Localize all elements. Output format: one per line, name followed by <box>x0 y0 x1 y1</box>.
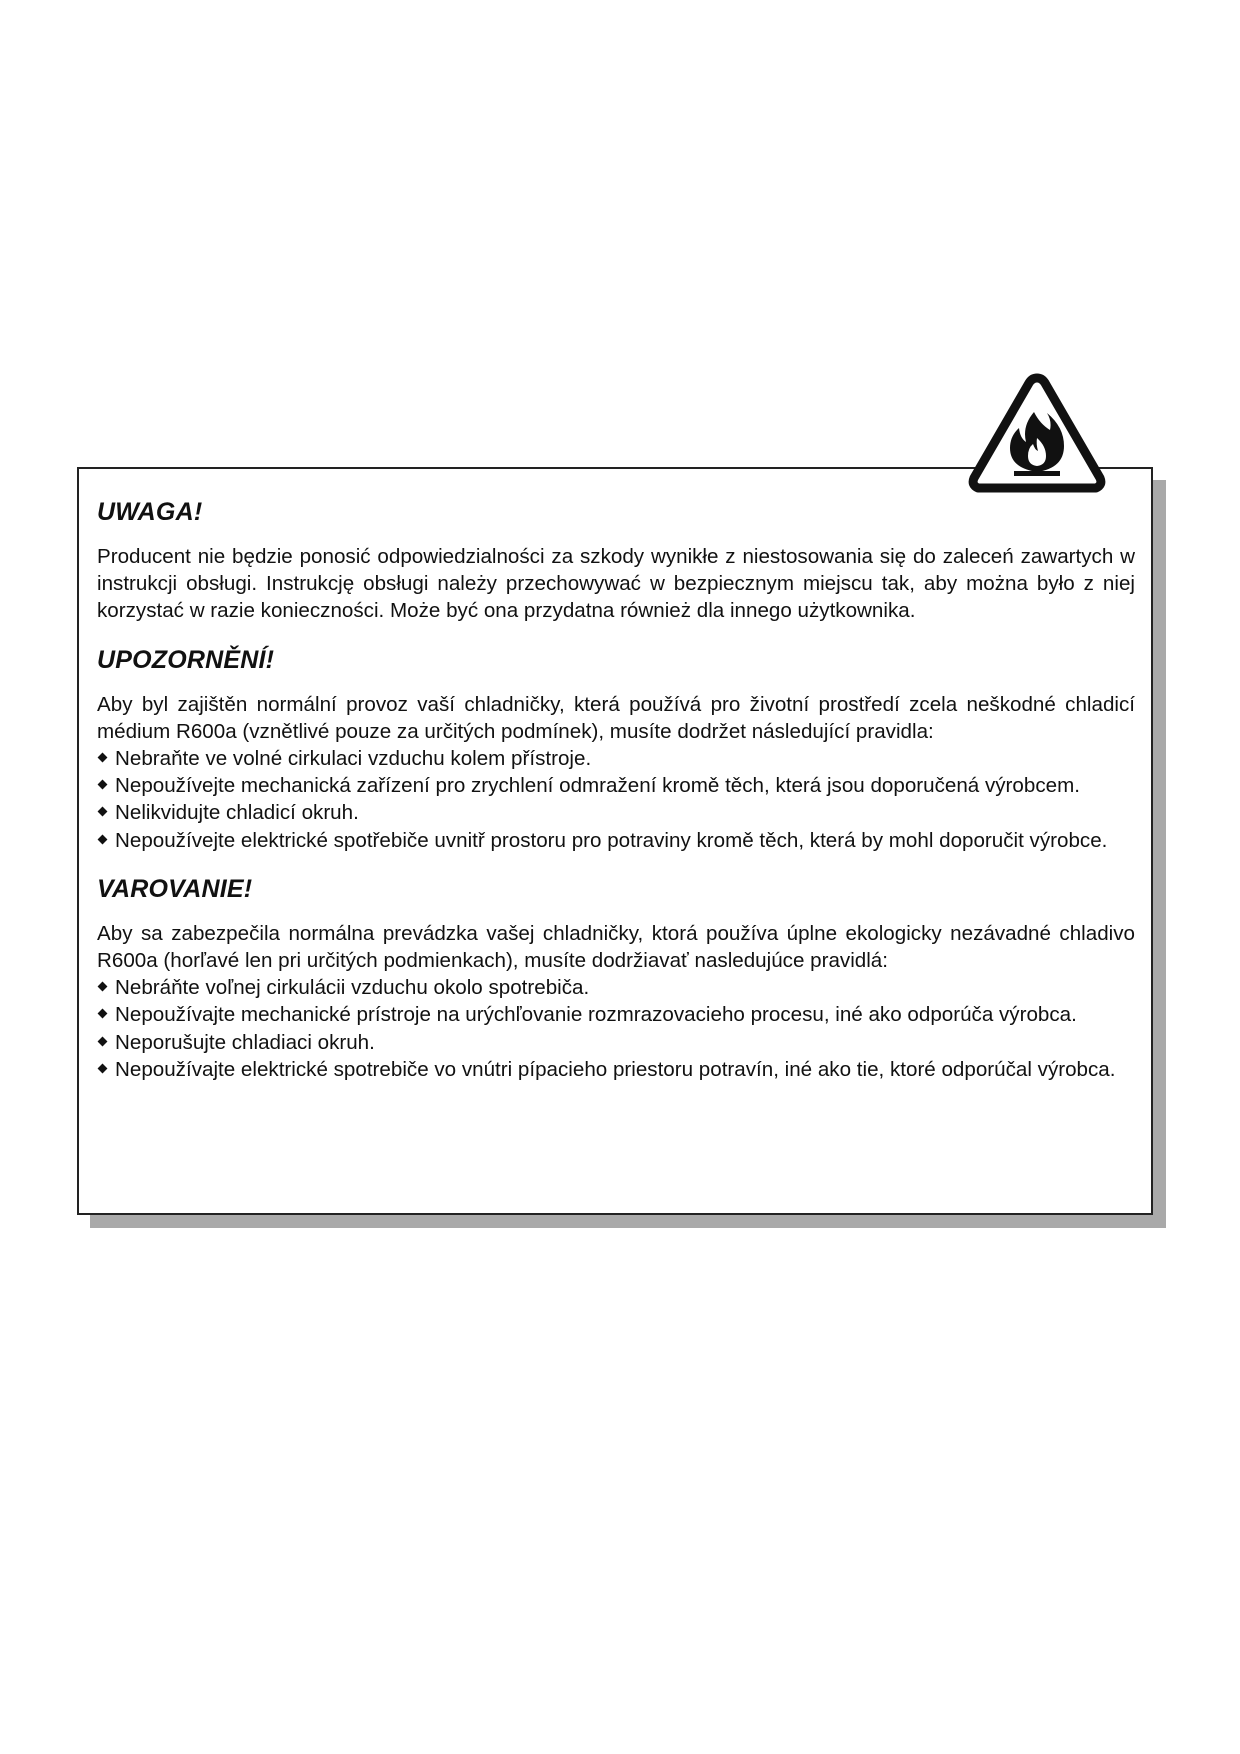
bullet-icon <box>98 834 108 844</box>
list-item-text: Nelikvidujte chladicí okruh. <box>115 801 359 825</box>
list-item <box>97 799 1135 826</box>
list-item-text: Nepoužívejte mechanická zařízení pro zrychlení odmražení kromě těch, která jsou doporučená výrobcem. <box>115 774 1080 798</box>
list-item <box>97 1001 1135 1028</box>
list-item <box>97 1056 1135 1083</box>
section-heading: VAROVANIE! <box>97 874 253 903</box>
list-item <box>97 974 1135 1001</box>
flammable-warning-icon <box>968 372 1106 494</box>
list-item <box>97 745 1135 772</box>
list-item-text: Neporušujte chladiaci okruh. <box>115 1030 375 1054</box>
list-item-text: Nebráňte voľnej cirkulácii vzduchu okolo spotrebiča. <box>115 976 590 1000</box>
bullet-list <box>97 745 1135 854</box>
section-varovanie <box>97 874 1135 1083</box>
list-item-text: Nepoužívejte elektrické spotřebiče uvnitř prostoru pro potraviny kromě těch, která by mohl doporučit výrobce. <box>115 828 1108 852</box>
list-item-text: Nepoužívajte elektrické spotrebiče vo vnútri pípacieho priestoru potravín, iné ako tie, ktoré odporúčal výrobca. <box>115 1057 1116 1081</box>
warning-content <box>97 497 1135 1103</box>
section-heading: UPOZORNĚNÍ! <box>97 645 275 674</box>
list-item-text: Nebraňte ve volné cirkulaci vzduchu kolem přístroje. <box>115 747 592 771</box>
bullet-icon <box>98 982 108 992</box>
warning-box <box>77 467 1153 1215</box>
bullet-icon <box>98 780 108 790</box>
list-item-text: Nepoužívajte mechanické prístroje na urýchľovanie rozmrazovacieho procesu, iné ako odporúča výrobca. <box>115 1003 1077 1027</box>
bullet-icon <box>98 753 108 763</box>
bullet-icon <box>98 807 108 817</box>
bullet-icon <box>98 1036 108 1046</box>
section-heading: UWAGA! <box>97 498 203 526</box>
list-item <box>97 772 1135 799</box>
section-paragraph: Aby sa zabezpečila normálna prevádzka vašej chladničky, ktorá používa úplne ekologicky nezávadné chladivo R600a (horľavé len pri určitých podmienkach), musíte dodržiavať nasledujúce pravidlá: <box>97 921 1135 973</box>
bullet-list <box>97 974 1135 1083</box>
section-uwaga <box>97 497 1135 625</box>
list-item <box>97 1029 1135 1056</box>
section-upozorneni <box>97 645 1135 854</box>
section-paragraph: Producent nie będzie ponosić odpowiedzialności za szkody wynikłe z niestosowania się do zaleceń zawartych w instrukcji obsługi. Instrukcję obsługi należy przechowywać w bezpiecznym miejscu tak, aby można było z niej korzystać w razie konieczności. Może być ona przydatna również dla innego użytkownika. <box>97 545 1135 623</box>
bullet-icon <box>98 1063 108 1073</box>
list-item <box>97 827 1135 854</box>
section-paragraph: Aby byl zajištěn normální provoz vaší chladničky, která používá pro životní prostředí zcela neškodné chladicí médium R600a (vznětlivé pouze za určitých podmínek), musíte dodržet následující pravidla: <box>97 692 1135 743</box>
bullet-icon <box>98 1009 108 1019</box>
